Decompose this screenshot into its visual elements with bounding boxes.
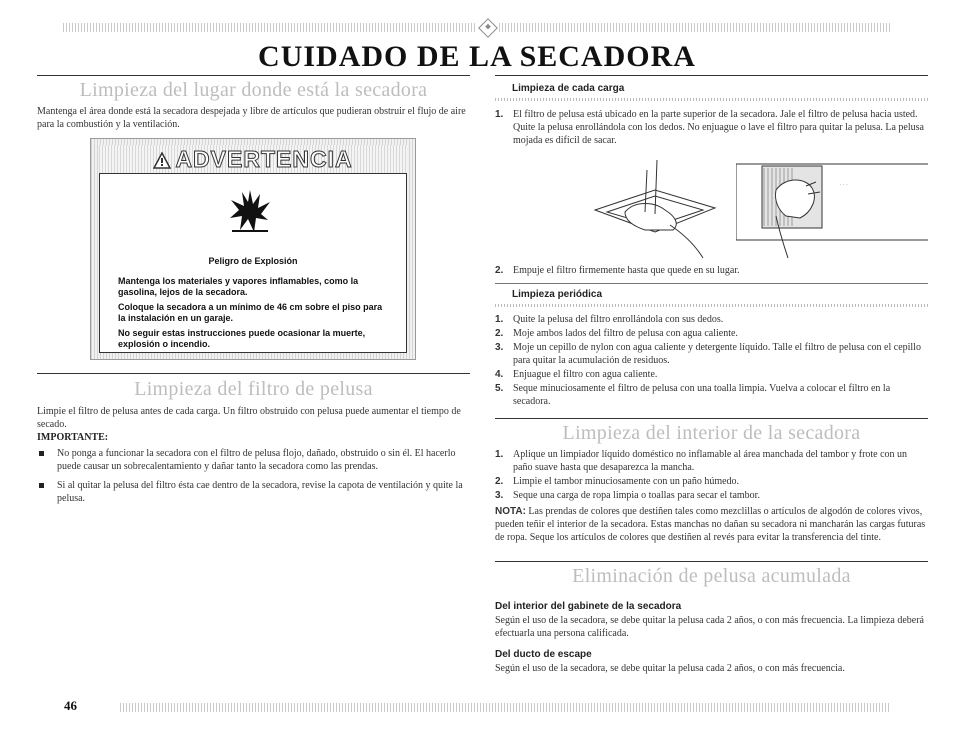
warning-subtitle: Peligro de Explosión [208,256,298,266]
important-bullets [37,447,467,511]
warning-line-3: No seguir estas instrucciones puede ocasionar la muerte, explosión o incendio. [118,328,366,349]
list-item: 1. El filtro de pelusa está ubicado en la parte superior de la secadora. Jale el filtro de pelusa hacia usted. Quite la pelusa enrollándola con los dedos. No enjuague o lave el filtro para quitar la pelusa. La pelusa mojada es difícil de sacar. [495,109,924,146]
section-rule-right-interior [495,418,928,419]
steps-periodica [495,313,928,409]
steps-cada-carga-1 [495,108,928,148]
bottom-decorative-bar [120,703,891,712]
steps-cada-carga-2 [495,264,928,278]
heading-periodica: Limpieza periódica [512,289,603,300]
warning-title: ADVERTENCIA [175,146,353,172]
list-item: 3. Moje un cepillo de nylon con agua caliente y detergente líquido. Talle el filtro de pelusa con el cepillo para quitar la acumulación de residuos. [495,342,921,366]
list-item: 1. Quite la pelusa del filtro enrollándola con sus dedos. [495,314,724,325]
text-ducto: Según el uso de la secadora, se debe quitar la pelusa cada 2 años, o con más frecuencia. [495,663,845,674]
heading-gabinete: Del interior del gabinete de la secadora [495,601,682,612]
section-rule-left-top [37,75,470,76]
section-title-interior: Limpieza del interior de la secadora [562,422,861,444]
heading-ducto: Del ducto de escape [495,649,592,660]
list-item: 2. Empuje el filtro firmemente hasta que quede en su lugar. [495,265,740,276]
section-rule-right-eliminacion [495,561,928,562]
list-item: Si al quitar la pelusa del filtro ésta cae dentro de la secadora, revise la capota de ventilación y quite la pelusa. [37,479,467,505]
note-label: NOTA: [495,506,526,517]
warning-banner [99,145,407,173]
note-text: Las prendas de colores que destiñen tales como mezclillas o artículos de algodón de colores vivos, pueden teñir el interior de la secadora. Estas manchas no dañan su secadora ni mancharán las cargas futuras de ropa. Seque los artículos de colores que destiñen al revés para evitar la transferencia del tinte. [495,506,926,543]
page-title: CUIDADO DE LA SECADORA [258,40,696,73]
warning-line-1: Mantenga los materiales y vapores inflamables, como la gasolina, lejos de la secadora. [118,276,359,297]
section-text-filtro: Limpie el filtro de pelusa antes de cada carga. Un filtro obstruido con pelusa puede aumentar el tiempo de secado. [37,406,461,430]
top-decorative-bar-left [63,23,476,32]
list-item: 2. Moje ambos lados del filtro de pelusa con agua caliente. [495,328,738,339]
warning-box [90,138,416,360]
warning-triangle-icon [153,152,171,174]
section-rule-right-top [495,75,928,76]
important-label: IMPORTANTE: [37,432,109,443]
section-title-lugar: Limpieza del lugar donde está la secadora [79,79,428,101]
steps-interior [495,448,928,503]
text-gabinete: Según el uso de la secadora, se debe quitar la pelusa cada 2 años, o con más frecuencia. La limpieza deberá efectuarla una persona calificada. [495,615,924,639]
heading-bar-cada-carga [495,98,928,101]
list-item: 5. Seque minuciosamente el filtro de pelusa con una toalla limpia. Vuelva a colocar el filtro en la secadora. [495,383,891,407]
filter-cleaning-illustration [736,150,928,260]
filter-removal-illustration [585,150,720,260]
list-item: 1. Aplique un limpiador líquido doméstico no inflamable al área manchada del tambor y frote con un paño suave hasta que desaparezca la mancha. [495,449,908,473]
section-rule-left-filtro [37,373,470,374]
bullet-icon [39,451,44,456]
explosion-icon [228,188,272,239]
section-rule-right-periodica [495,283,928,284]
section-title-eliminacion: Eliminación de pelusa acumulada [572,565,851,587]
diamond-ornament-icon [478,18,498,38]
interior-note [495,505,928,544]
section-text-lugar: Mantenga el área donde está la secadora despejada y libre de artículos que pudieran obstruir el flujo de aire para la combustión y la ventilación. [37,106,466,130]
list-item: 4. Enjuague el filtro con agua caliente. [495,369,658,380]
page-number: 46 [64,698,77,713]
warning-content [99,173,407,353]
list-item: 2. Limpie el tambor minuciosamente con un paño húmedo. [495,476,740,487]
heading-bar-periodica [495,304,928,307]
top-decorative-bar-right [499,23,891,32]
svg-text:· · ·: · · · [840,182,848,188]
bullet-icon [39,483,44,488]
section-title-filtro: Limpieza del filtro de pelusa [134,378,373,400]
list-item: 3. Seque una carga de ropa limpia o toallas para secar el tambor. [495,490,760,501]
warning-line-2: Coloque la secadora a un mínimo de 46 cm sobre el piso para la instalación en un garaje. [118,302,383,323]
list-item: No ponga a funcionar la secadora con el filtro de pelusa flojo, dañado, obstruido o sin él. El hacerlo puede causar un sobrecalentamiento y dañar tanto la secadora como las prendas. [37,447,467,473]
heading-cada-carga: Limpieza de cada carga [512,83,625,94]
